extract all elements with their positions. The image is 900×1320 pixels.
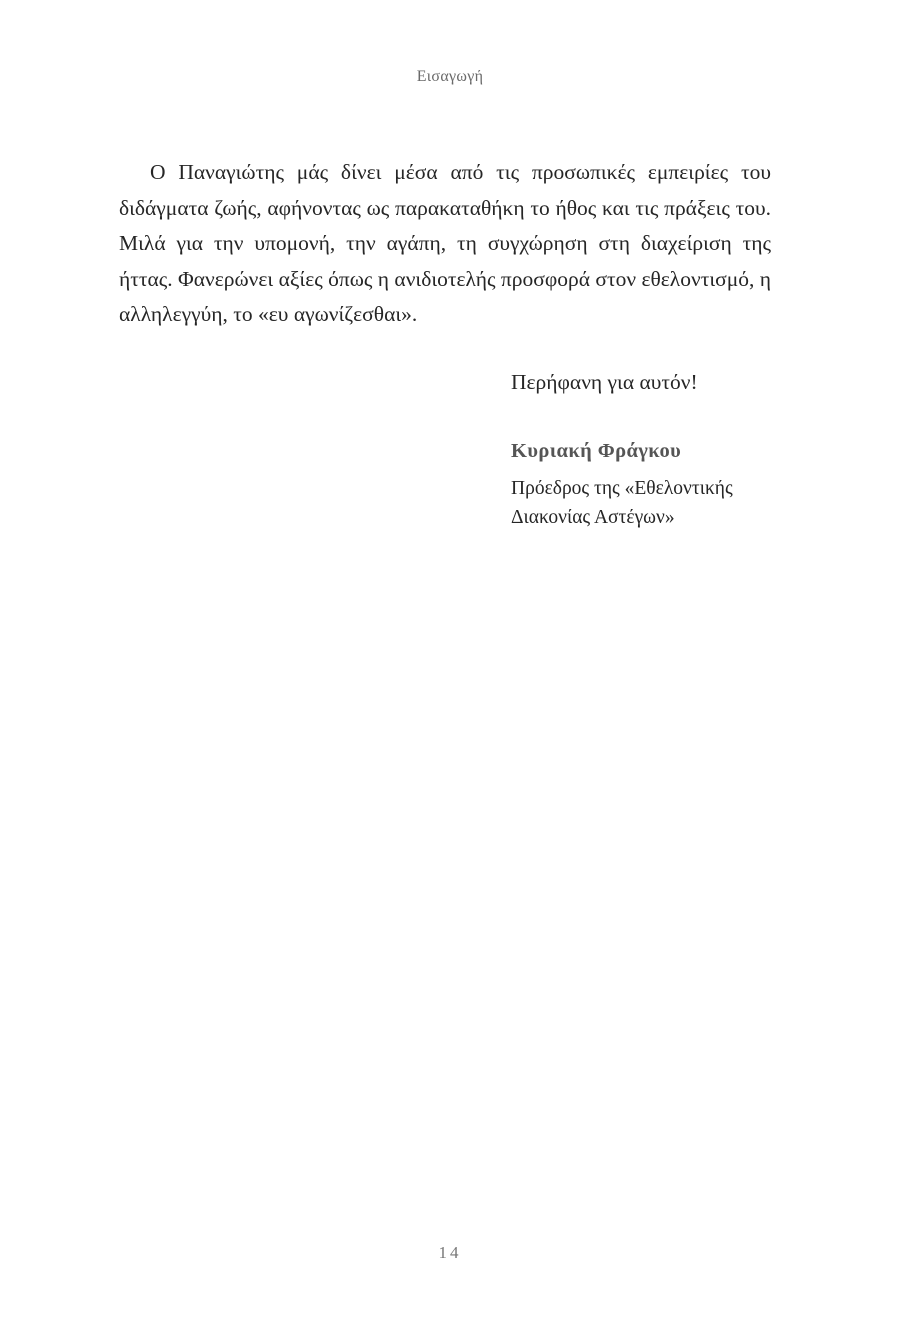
- signature-title-line: Διακονίας Αστέγων»: [511, 507, 675, 528]
- signature-title: [511, 474, 801, 532]
- signature-title-line: Πρόεδρος της «Εθελοντικής: [511, 478, 733, 499]
- closing-line: Περήφανη για αυτόν!: [511, 370, 698, 394]
- body-paragraph: Ο Παναγιώτης μάς δίνει μέσα από τις προσωπικές εμπειρίες του διδάγματα ζωής, αφήνοντας ως παρακαταθήκη το ήθος και τις πράξεις του. Μιλά για την υπομονή, την αγάπη, τη συγχώρηση στη διαχείριση της ήττας. Φανερώνει αξίες όπως η ανιδιοτελής προσφορά στον εθελοντισμό, η αλληλεγγύη, το «ευ αγωνίζεσθαι».: [119, 160, 771, 326]
- running-header: Εισαγωγή: [416, 68, 484, 85]
- page-number: 14: [438, 1243, 462, 1262]
- signature-name: Κυριακή Φράγκου: [511, 440, 682, 462]
